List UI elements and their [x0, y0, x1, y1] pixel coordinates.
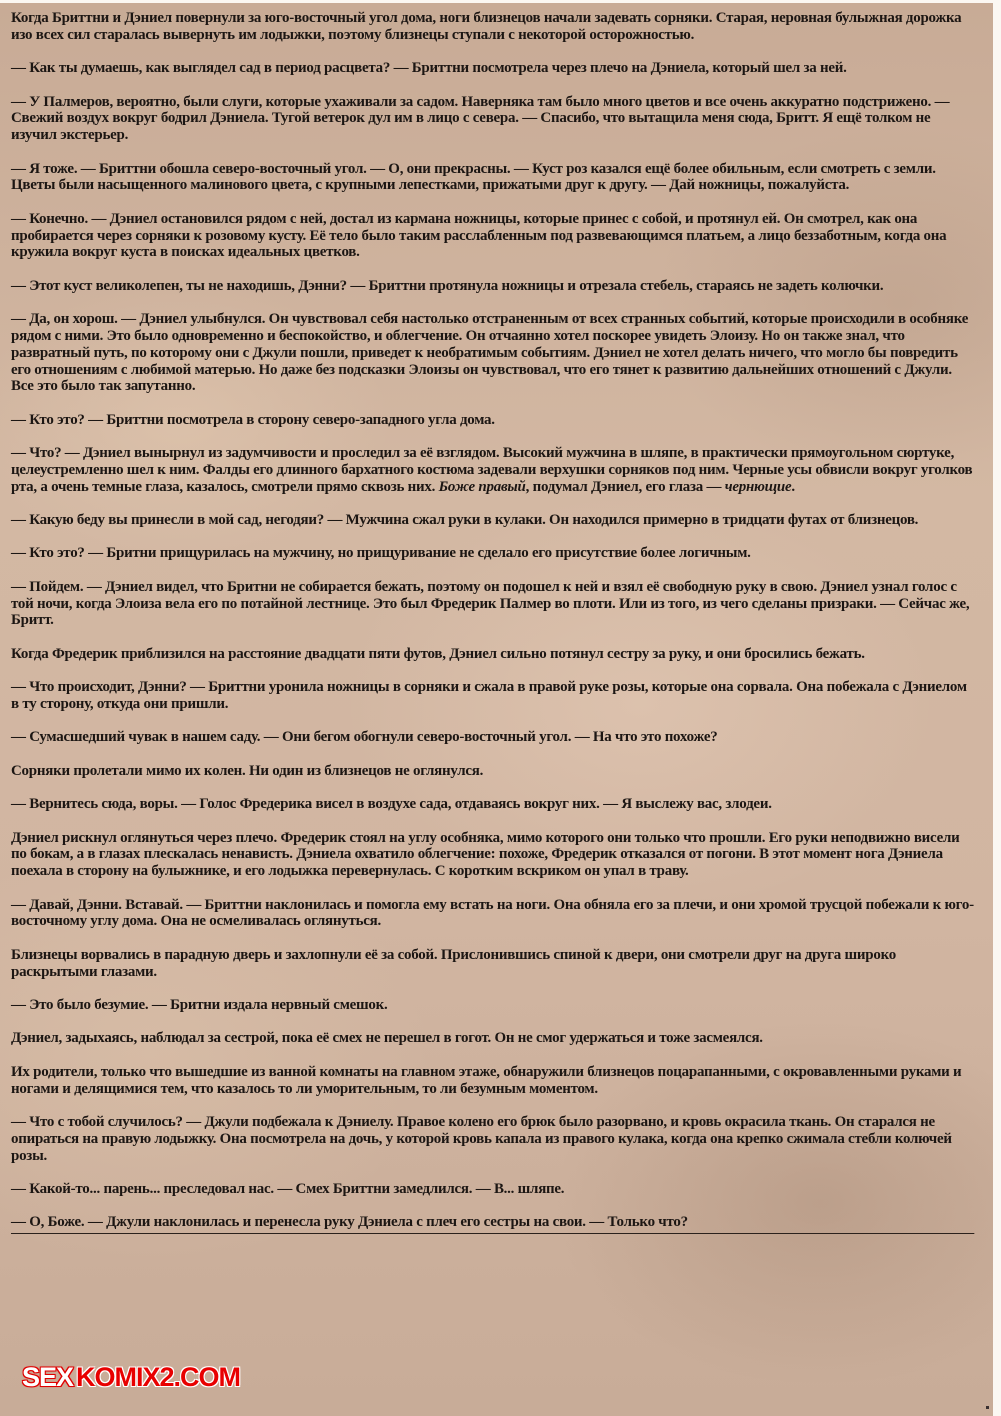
paragraph: — Сумасшедший чувак в нашем саду. — Они бегом обогнули северо-восточный угол. — На что это похоже? [11, 728, 718, 746]
paragraph: — Я тоже. — Бриттни обошла северо-восточный угол. — О, они прекрасны. — Куст роз казался ещё более обильным, если смотреть с земли. Цветы были насыщенного малинового цвета, с крупными лепестками, прижатыми друг к другу. — Дай ножницы, пожалуйста. [11, 159, 936, 194]
page-speck [986, 1406, 989, 1409]
paragraph: — У Палмеров, вероятно, были слуги, которые ухаживали за садом. Наверняка там было много цветов и все очень аккуратно подстрижено. — Свежий воздух вокруг бодрил Дэниела. Тугой ветерок дул им в лицо с севера. — Спасибо, что вытащила меня сюда, Бритт. Я ещё толком не изучил экстерьер. [11, 92, 950, 144]
watermark-part-1: SEX [22, 1362, 74, 1392]
page [0, 3, 993, 1416]
paragraph: — Что с тобой случилось? — Джули подбежала к Дэниелу. Правое колено его брюк было разорвано, и кровь окрасила ткань. Он старался не опираться на правую лодыжку. Она посмотрела на дочь, у которой кровь капала из правого кулака, когда она крепко сжимала стебли колючей розы. [11, 1112, 952, 1164]
paragraph: — Кто это? — Бритни прищурилась на мужчину, но прищуривание не сделало его присутствие более логичным. [11, 544, 751, 562]
paragraph: — Кто это? — Бриттни посмотрела в сторону северо-западного угла дома. [11, 410, 495, 428]
italic-text: Боже правый [438, 477, 526, 495]
italic-text: чернющие [724, 477, 792, 495]
watermark-part-2: KOMIX2.COM [76, 1362, 241, 1392]
paragraph: — Как ты думаешь, как выглядел сад в период расцвета? — Бриттни посмотрела через плечо на Дэниела, который шел за ней. [11, 59, 847, 77]
paragraph: — Что происходит, Дэнни? — Бриттни уронила ножницы в сорняки и сжала в правой руке розы, которые она сорвала. Она побежала с Дэниелом в ту сторону, откуда они пришли. [11, 678, 967, 713]
paragraph: Когда Бриттни и Дэниел повернули за юго-восточный угол дома, ноги близнецов начали задевать сорняки. Старая, неровная булыжная дорожка изо всех сил старалась вывернуть им лодыжки, поэтому близнецы ступали с некоторой осторожностью. [11, 9, 962, 43]
story-text [11, 10, 976, 1234]
paragraph-last: — О, Боже. — Джули наклонилась и перенесла руку Дэниела с плеч его сестры на свои. — Только что? [11, 1214, 974, 1234]
paragraph: Их родители, только что вышедшие из ванной комнаты на главном этаже, обнаружили близнецов поцарапанными, с окровавленными руками и ногами и делящимися тем, что казалось то ли уморительным, то ли безумным моментом. [11, 1062, 962, 1097]
paragraph: Дэниел, задыхаясь, наблюдал за сестрой, пока её смех не перешел в гогот. Он не смог удержаться и тоже засмеялся. [11, 1029, 763, 1047]
paragraph: — Какой-то... парень... преследовал нас. — Смех Бриттни замедлился. — В... шляпе. [11, 1179, 565, 1197]
paragraph: Сорняки пролетали мимо их колен. Ни один из близнецов не оглянулся. [11, 761, 484, 779]
paragraph: — Конечно. — Дэниел остановился рядом с ней, достал из кармана ножницы, которые принес с собой, и протянул ей. Он смотрел, как она пробирается через сорняки к розовому кусту. Её тело было таким расслабленным под развевающимся платьем, а лицо беззаботным, когда она кружила вокруг куста в поисках идеальных цветков. [11, 209, 947, 261]
text-run: . [791, 477, 795, 495]
text-run: — Что? — Дэниел вынырнул из задумчивости и проследил за её взглядом. Высокий мужчина в шляпе, в практически прямоугольном сюртуке, целеустремленно шел к ним. Фалды его длинного бархатного костюма задевали верхушки сорняков под ним. Черные усы обвисли вокруг уголков рта, а очень темные глаза, казалось, смотрели прямо сквозь них. [11, 444, 973, 495]
paragraph: — Вернитесь сюда, воры. — Голос Фредерика висел в воздухе сада, отдаваясь вокруг них. — Я выслежу вас, злодеи. [11, 795, 772, 813]
paragraph: — Это было безумие. — Бритни издала нервный смешок. [11, 995, 388, 1013]
text-run: , подумал Дэниел, его глаза — [525, 477, 725, 495]
paragraph: — Этот куст великолепен, ты не находишь, Дэнни? — Бриттни протянула ножницы и отрезала стебель, стараясь не задеть колючки. [11, 276, 884, 294]
paragraph: Дэниел рискнул оглянуться через плечо. Фредерик стоял на углу особняка, мимо которого они только что прошли. Его руки неподвижно висели по бокам, а в глазах плескалась ненависть. Дэниела охватило облегчение: похоже, Фредерик отказался от погони. В этот момент нога Дэниела поехала в сторону на булыжнике, и его лодыжка перевернулась. С коротким вскриком он упал в траву. [11, 828, 960, 880]
paragraph: — Да, он хорош. — Дэниел улыбнулся. Он чувствовал себя настолько отстраненным от всех странных событий, которые происходили в особняке рядом с ними. Это было одновременно и беспокойство, и облегчение. Он отчаянно хотел поскорее увидеть Элоизу. Но он также знал, что развратный путь, по которому они с Джули пошли, приведет к необратимым событиям. Дэниел не хотел делать ничего, что могло бы повредить его отношениям с любимой матерью. Но даже без подсказки Элоизы он чувствовал, что его тянет к развитию дальнейших отношений с Джули. Все это было так запутанно. [11, 310, 969, 395]
paragraph [11, 445, 976, 495]
paragraph: — Какую беду вы принесли в мой сад, негодяи? — Мужчина сжал руки в кулаки. Он находился примерно в тридцати футах от близнецов. [11, 511, 919, 529]
paragraph: — Пойдем. — Дэниел видел, что Бритни не собирается бежать, поэтому он подошел к ней и взял её свободную руку в свою. Дэниел узнал голос с той ночи, когда Элоиза вела его по потайной лестнице. Это был Фредерик Палмер во плоти. Или из того, из чего сделаны призраки. — Сейчас же, Бритт. [11, 577, 970, 629]
paragraph: Когда Фредерик приблизился на расстояние двадцати пяти футов, Дэниел сильно потянул сестру за руку, и они бросились бежать. [11, 644, 865, 662]
watermark-logo [22, 1363, 240, 1391]
paragraph: Близнецы ворвались в парадную дверь и захлопнули её за собой. Прислонившись спиной к двери, они смотрели друг на друга широко раскрытыми глазами. [11, 945, 896, 980]
paragraph: — Давай, Дэнни. Вставай. — Бриттни наклонилась и помогла ему встать на ноги. Она обняла его за плечи, и они хромой трусцой побежали к юго-восточному углу дома. Она не осмеливалась оглянуться. [11, 895, 974, 930]
